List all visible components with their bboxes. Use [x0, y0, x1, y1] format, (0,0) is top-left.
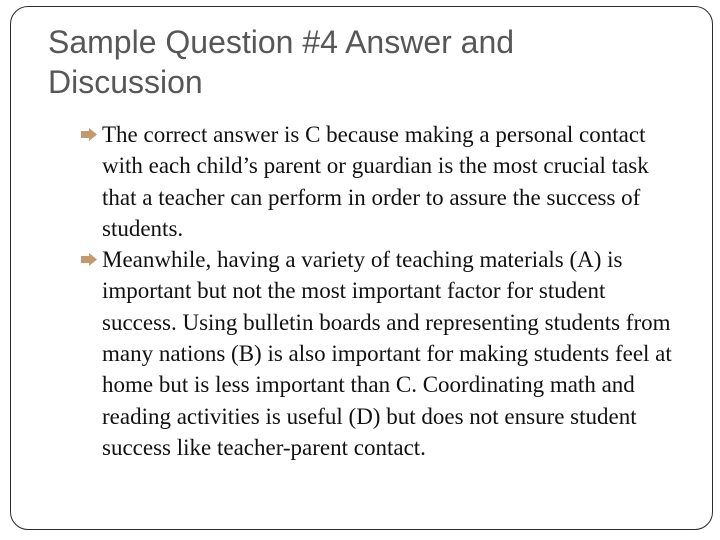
slide-title-line-1: Sample Question #4 Answer and	[48, 24, 515, 60]
slide-title	[48, 22, 668, 102]
bullet-item-correct-answer	[80, 119, 685, 244]
bullet-item-discussion	[80, 244, 685, 463]
bullet-text-discussion: Meanwhile, having a variety of teaching materials (A) is important but not the most important factor for student success. Using bulletin boards and representing students from many nations (B) is also important for making students feel at home but is less important than C. Coordinating math and reading activities is useful (D) but does not ensure student success like teacher-parent contact.	[102, 247, 672, 460]
bullet-list	[80, 119, 685, 463]
slide-title-line-2: Discussion	[48, 64, 203, 100]
arrow-bullet-icon	[80, 253, 98, 266]
arrow-bullet-icon	[80, 128, 98, 141]
bullet-text-correct-answer: The correct answer is C because making a personal contact with each child’s parent or guardian is the most crucial task that a teacher can perform in order to assure the success of students.	[102, 122, 649, 241]
